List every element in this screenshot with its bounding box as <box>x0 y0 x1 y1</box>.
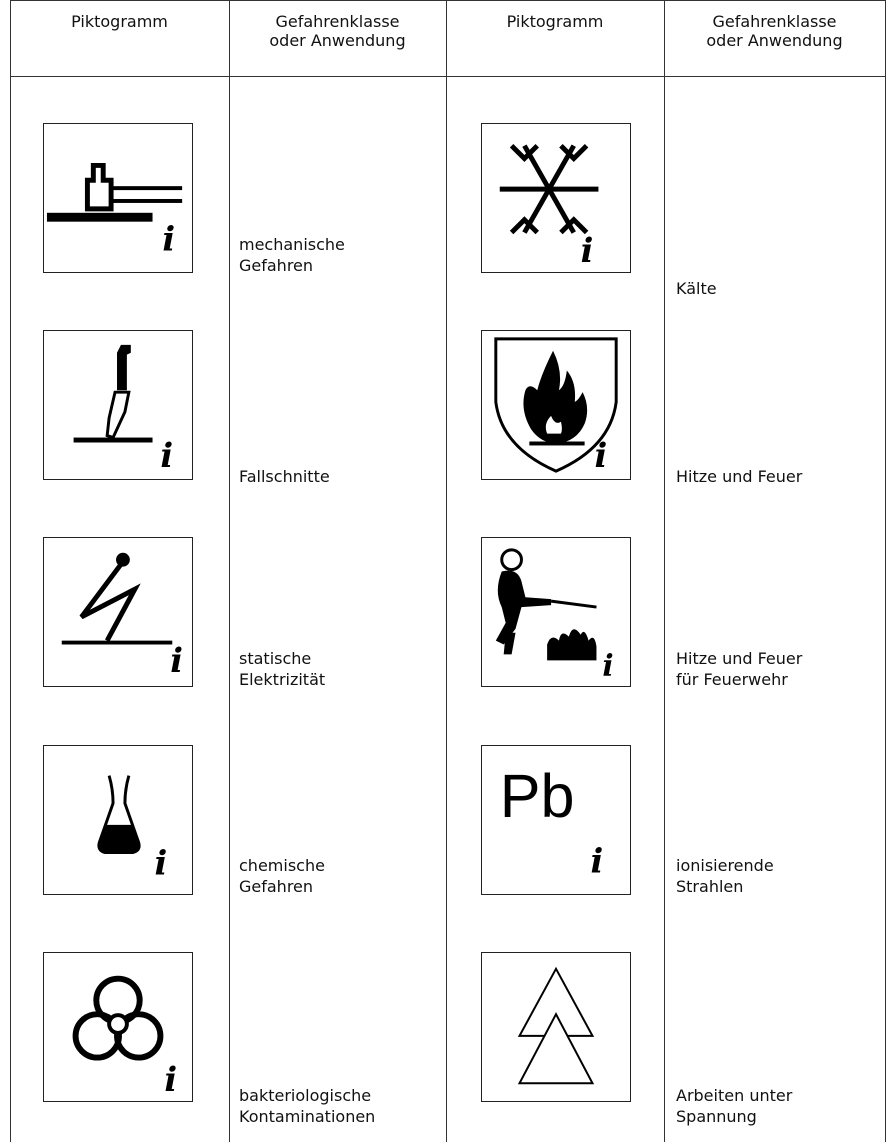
knife-icon <box>43 330 193 480</box>
col-border-1 <box>10 0 11 1142</box>
firefighter-icon <box>481 537 631 687</box>
col-border-5 <box>885 0 886 1142</box>
pictogram-table <box>10 0 886 1142</box>
lead-icon <box>481 745 631 895</box>
label-chemische-gefahren: chemische Gefahren <box>239 856 325 896</box>
label-bakteriologische-kontaminationen: bakteriologische Kontaminationen <box>239 1086 376 1126</box>
flask-icon <box>43 745 193 895</box>
svg-text:i: i <box>580 231 594 271</box>
svg-text:i: i <box>594 436 608 476</box>
svg-text:i: i <box>154 843 168 883</box>
label-hitze-und-feuer-feuerwehr: Hitze und Feuer für Feuerwehr <box>676 649 803 689</box>
header-divider <box>10 76 886 77</box>
lightning-icon <box>43 537 193 687</box>
hammer-icon <box>43 123 193 273</box>
svg-text:i: i <box>590 841 604 881</box>
label-fallschnitte: Fallschnitte <box>239 467 330 486</box>
col-border-3 <box>446 0 447 1142</box>
col-border-2 <box>229 0 230 1142</box>
snowflake-icon <box>481 123 631 273</box>
label-arbeiten-unter-spannung: Arbeiten unter Spannung <box>676 1086 793 1126</box>
double-triangle-icon <box>481 952 631 1102</box>
svg-text:i: i <box>164 1060 178 1100</box>
label-kaelte: Kälte <box>676 279 717 298</box>
table-top-border <box>10 0 886 1</box>
label-mechanische-gefahren: mechanische Gefahren <box>239 235 345 275</box>
svg-text:i: i <box>162 219 176 259</box>
biohazard-icon <box>43 952 193 1102</box>
label-ionisierende-strahlen: ionisierende Strahlen <box>676 856 774 896</box>
header-piktogramm-left: Piktogramm <box>71 12 168 31</box>
label-statische-elektrizitaet: statische Elektrizität <box>239 649 326 689</box>
label-hitze-und-feuer: Hitze und Feuer <box>676 467 803 486</box>
svg-text:i: i <box>160 436 174 476</box>
svg-text:i: i <box>170 641 184 681</box>
flame-shield-icon <box>481 330 631 480</box>
col-border-4 <box>664 0 665 1142</box>
svg-text:i: i <box>602 648 614 684</box>
header-gefahrenklasse-left: Gefahrenklasse oder Anwendung <box>269 12 406 50</box>
header-piktogramm-right: Piktogramm <box>506 12 604 31</box>
header-gefahrenklasse-right: Gefahrenklasse oder Anwendung <box>706 12 843 50</box>
svg-text:Pb: Pb <box>499 762 575 831</box>
